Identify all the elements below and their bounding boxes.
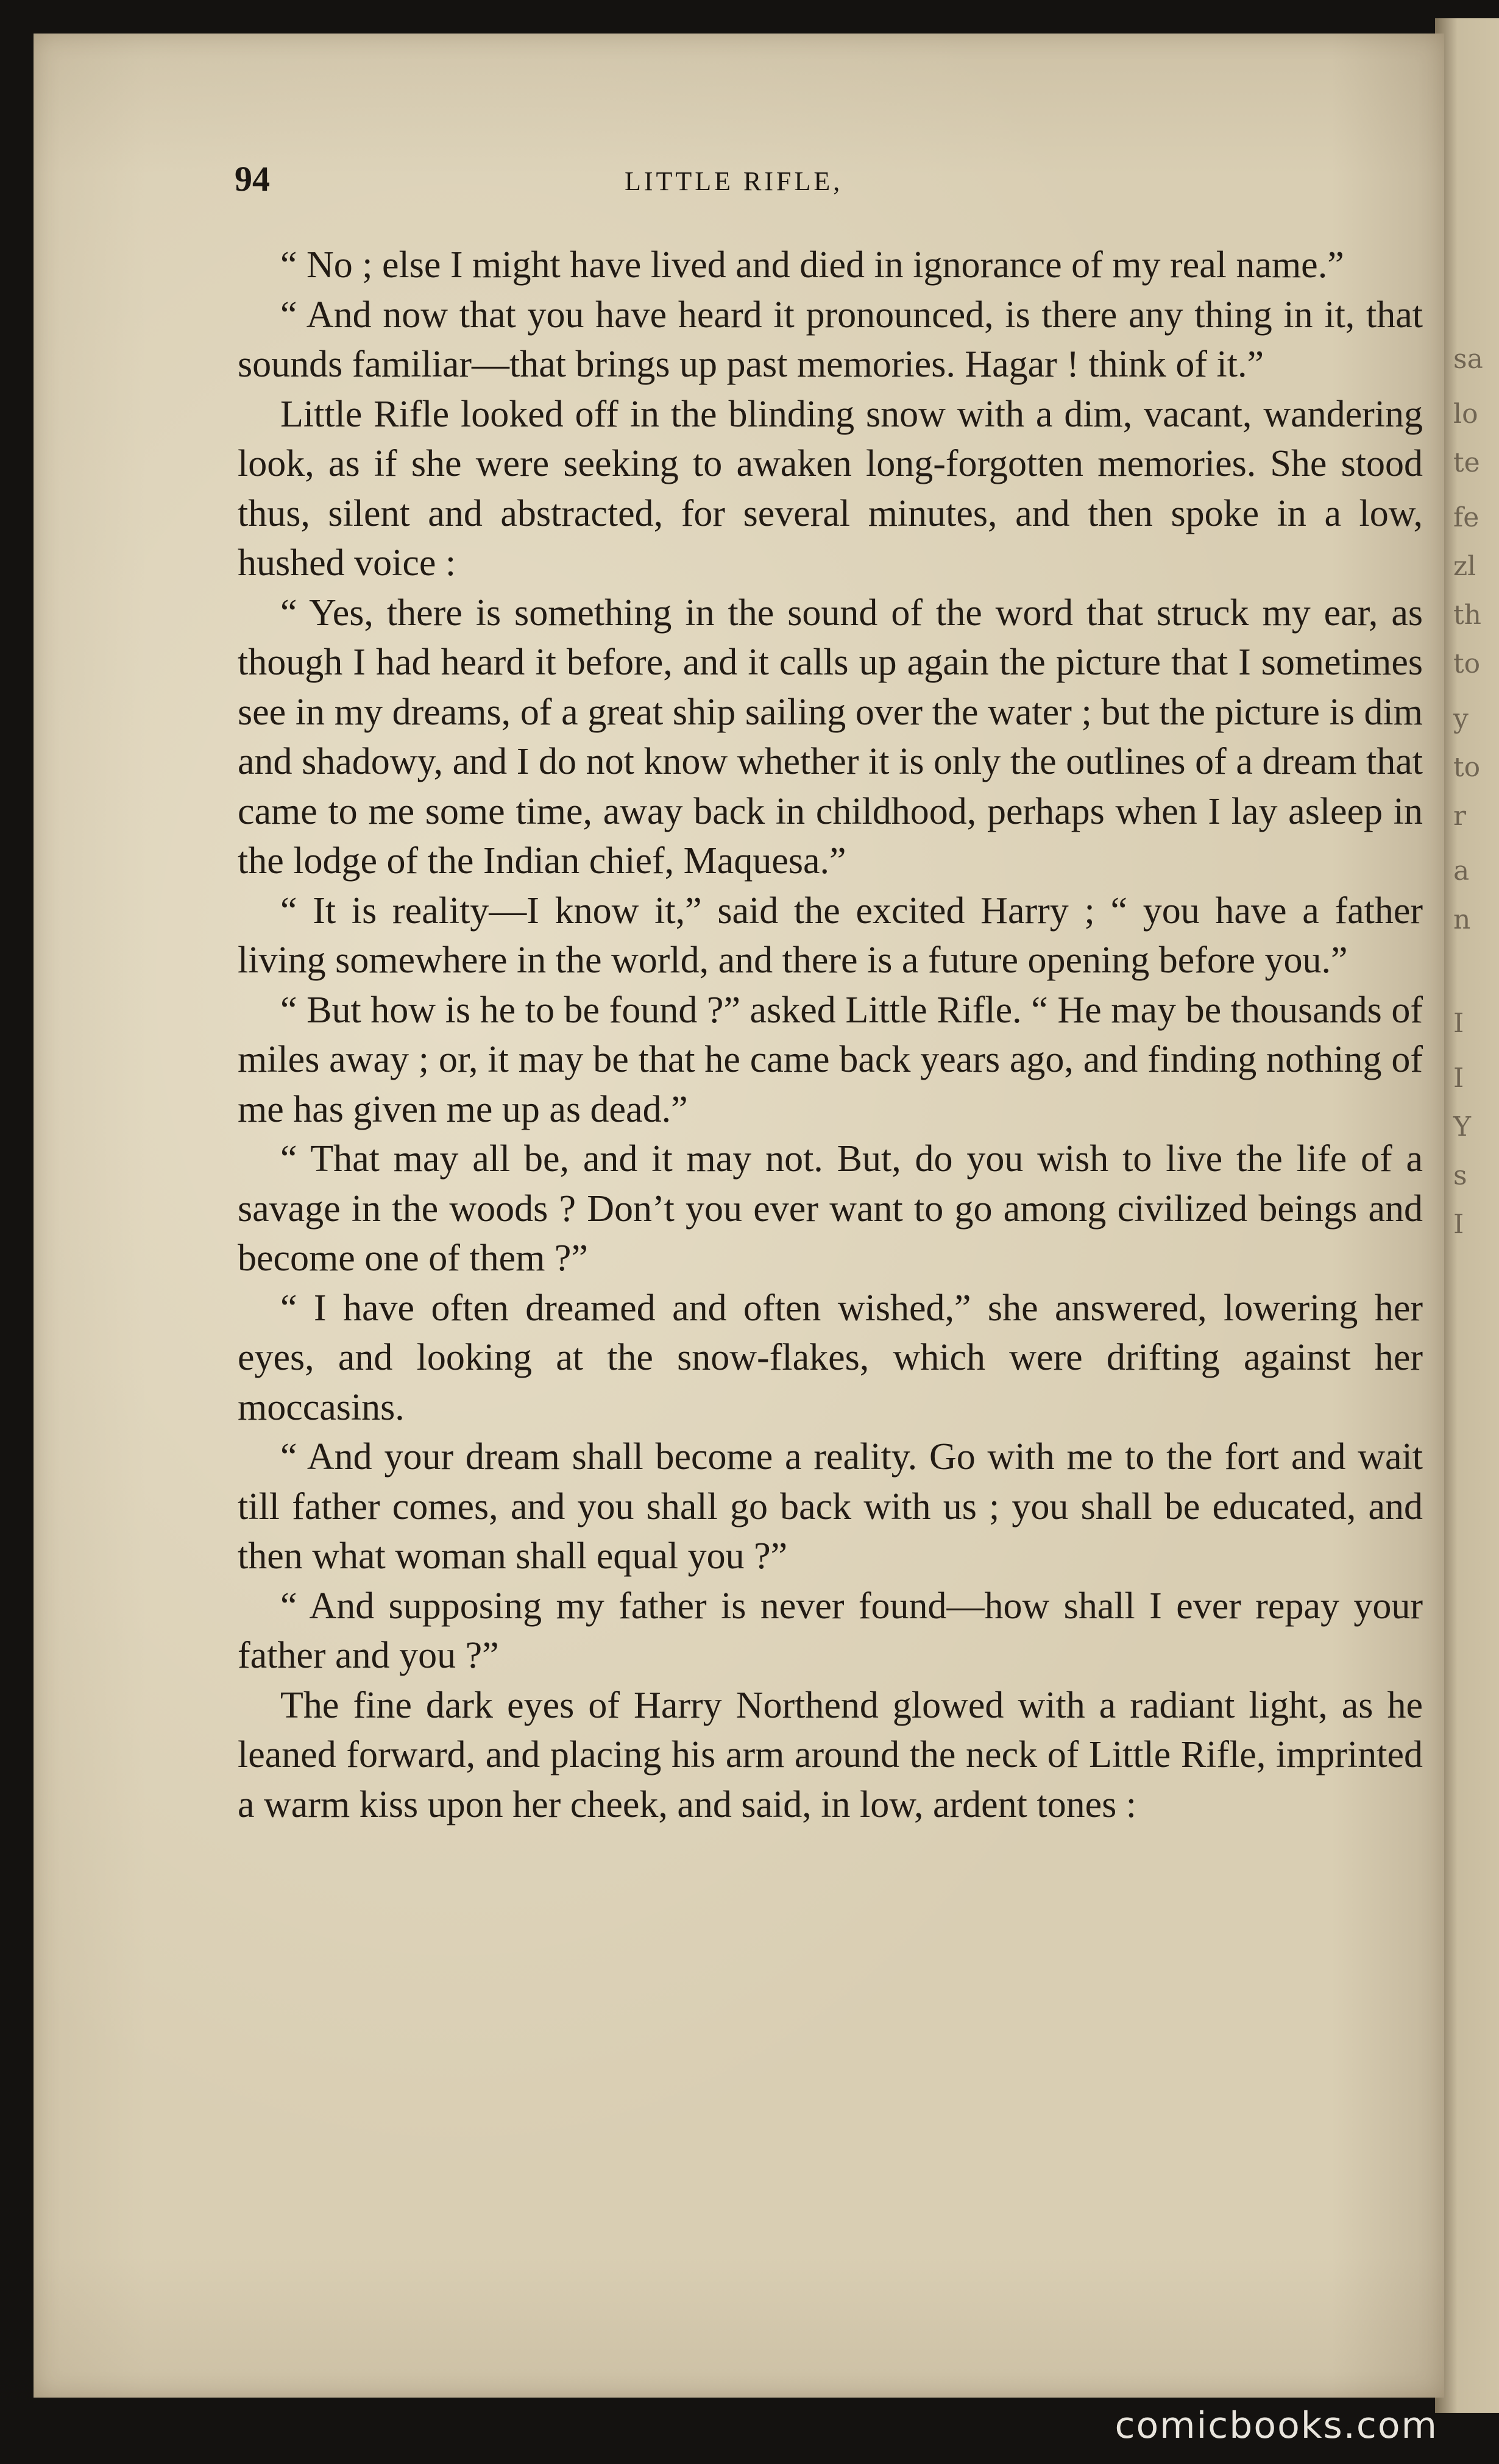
paragraph: “ Yes, there is something in the sound of the word that struck my ear, as though I had heard it before, and it calls up again the picture that I sometimes see in my dreams, of a great ship sailing over the water ; but the picture is dim and shadowy, and I do not know whether it is only the outlines of a dream that came to me some time, away back in childhood, perhaps when I lay asleep in the lodge of the Indian chief, Maquesa.” xyxy=(238,592,1423,882)
adjacent-page-fragment: y xyxy=(1453,703,1469,734)
paragraph: “ That may all be, and it may not. But, do you wish to live the life of a savage in the woods ? Don’t you ever want to go among civilized beings and become one of them ?” xyxy=(238,1138,1423,1279)
paragraph: “ But how is he to be found ?” asked Little Rifle. “ He may be thousands of miles away ; or, it may be that he came back years ago, and finding nothing of me has given me up as dead.” xyxy=(238,989,1423,1130)
adjacent-page-fragment: n xyxy=(1453,904,1471,935)
paragraph: “ No ; else I might have lived and died in ignorance of my real name.” xyxy=(280,244,1344,286)
adjacent-page-fragment: fe xyxy=(1453,502,1480,533)
adjacent-page-fragment: r xyxy=(1453,801,1467,832)
page-header xyxy=(198,152,1405,213)
adjacent-page-fragment: a xyxy=(1453,855,1470,887)
adjacent-page-fragment: Y xyxy=(1453,1111,1472,1142)
adjacent-page-fragment: to xyxy=(1453,752,1481,783)
page-number: 94 xyxy=(235,159,270,199)
adjacent-page-fragment: to xyxy=(1453,648,1481,679)
paragraph: Little Rifle looked off in the blinding snow with a dim, vacant, wandering look, as if she were seeking to awaken long-forgotten memories. She stood thus, silent and abstracted, for several minutes, and then spoke in a low, hushed voice : xyxy=(238,393,1423,584)
adjacent-page-fragment: I xyxy=(1453,1063,1464,1094)
paragraph: “ And your dream shall become a reality. Go with me to the fort and wait till father comes, and you shall go back with us ; you shall be educated, and then what woman shall equal you ?” xyxy=(238,1436,1423,1577)
adjacent-page-fragment: I xyxy=(1453,1008,1464,1039)
paragraph: “ It is reality—I know it,” said the excited Harry ; “ you have a father living somewhere in the world, and there is a future opening before you.” xyxy=(238,890,1423,981)
adjacent-page-fragment: zl xyxy=(1453,551,1476,582)
adjacent-page-edge xyxy=(1435,18,1499,2413)
adjacent-page-fragment: sa xyxy=(1453,344,1483,375)
adjacent-page-fragment: te xyxy=(1453,447,1480,478)
adjacent-page-fragment: th xyxy=(1453,600,1482,631)
adjacent-page-fragment: s xyxy=(1453,1160,1467,1191)
body-text xyxy=(238,241,1423,1830)
running-title: LITTLE RIFLE, xyxy=(625,166,843,196)
watermark: comicbooks.com xyxy=(1115,2404,1438,2447)
paragraph: “ I have often dreamed and often wished,” she answered, lowering her eyes, and looking at the snow-flakes, which were drifting against her moccasins. xyxy=(238,1287,1423,1428)
paragraph: “ And now that you have heard it pronounced, is there any thing in it, that sounds familiar—that brings up past memories. Hagar ! think of it.” xyxy=(238,294,1423,385)
adjacent-page-fragment: lo xyxy=(1453,398,1478,430)
paragraph: The fine dark eyes of Harry Northend glowed with a radiant light, as he leaned forward, and placing his arm around the neck of Little Rifle, imprinted a warm kiss upon her cheek, and said, in low, ardent tones : xyxy=(238,1684,1423,1825)
paragraph: “ And supposing my father is never found—how shall I ever repay your father and you ?” xyxy=(238,1585,1423,1676)
adjacent-page-fragment: I xyxy=(1453,1209,1464,1240)
